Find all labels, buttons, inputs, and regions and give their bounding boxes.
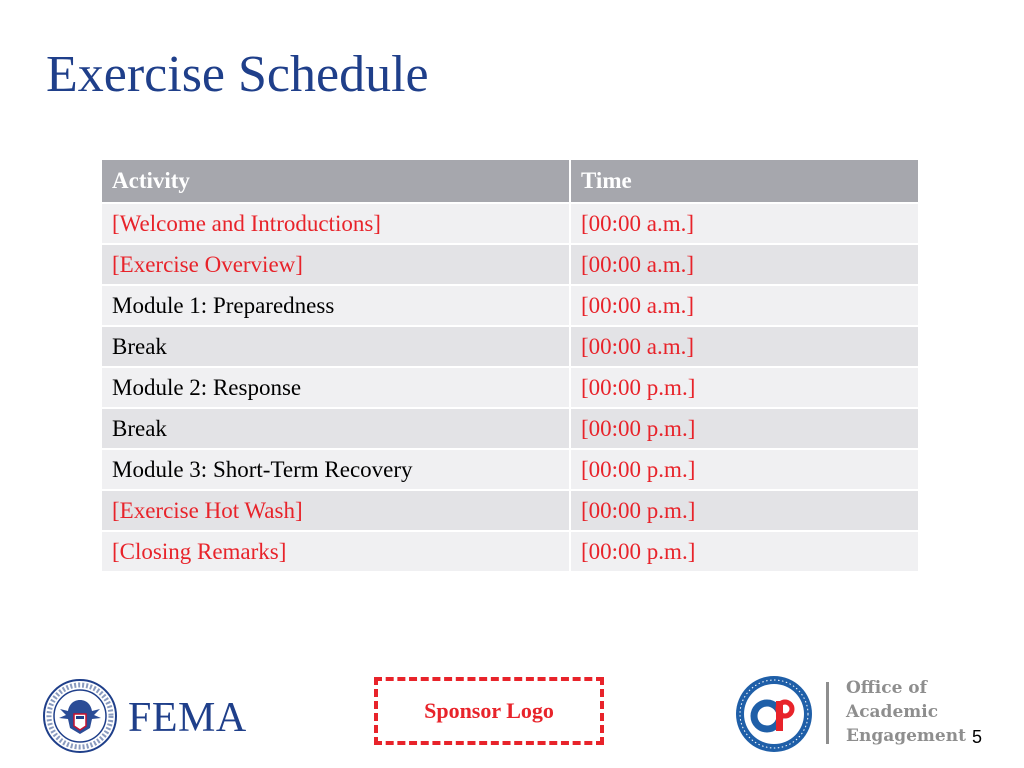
schedule-body xyxy=(102,204,918,571)
activity-cell: Module 2: Response xyxy=(102,368,569,407)
table-row xyxy=(102,450,918,489)
fema-logo: FEMA xyxy=(128,695,247,741)
time-cell: [00:00 a.m.] xyxy=(571,327,918,366)
time-cell: [00:00 p.m.] xyxy=(571,532,918,571)
office-line: Office of xyxy=(846,678,927,698)
slide-title: Exercise Schedule xyxy=(46,46,429,103)
office-line: Academic xyxy=(846,702,939,722)
table-row xyxy=(102,286,918,325)
table-row xyxy=(102,532,918,571)
column-header-time: Time xyxy=(571,160,918,202)
page-number: 5 xyxy=(972,727,983,747)
activity-cell: Module 1: Preparedness xyxy=(102,286,569,325)
time-cell: [00:00 a.m.] xyxy=(571,204,918,243)
time-cell: [00:00 p.m.] xyxy=(571,409,918,448)
table-row xyxy=(102,491,918,530)
office-line: Engagement xyxy=(846,726,966,746)
table-row xyxy=(102,204,918,243)
campus-resilience-logo-icon xyxy=(734,674,814,754)
table-row xyxy=(102,327,918,366)
office-of-academic-engagement-logo xyxy=(846,676,966,748)
sponsor-logo-placeholder xyxy=(374,677,604,745)
activity-cell: [Exercise Overview] xyxy=(102,245,569,284)
logo-divider xyxy=(826,682,829,744)
footer xyxy=(0,660,1024,768)
time-cell: [00:00 a.m.] xyxy=(571,286,918,325)
activity-cell: Break xyxy=(102,327,569,366)
time-cell: [00:00 p.m.] xyxy=(571,491,918,530)
activity-cell: [Welcome and Introductions] xyxy=(102,204,569,243)
table-row xyxy=(102,245,918,284)
sponsor-logo-label: Sponsor Logo xyxy=(424,698,554,723)
activity-cell: [Exercise Hot Wash] xyxy=(102,491,569,530)
time-cell: [00:00 a.m.] xyxy=(571,245,918,284)
activity-cell: Break xyxy=(102,409,569,448)
table-row xyxy=(102,368,918,407)
table-header-row xyxy=(102,160,918,202)
activity-cell: [Closing Remarks] xyxy=(102,532,569,571)
table-row xyxy=(102,409,918,448)
activity-cell: Module 3: Short-Term Recovery xyxy=(102,450,569,489)
time-cell: [00:00 p.m.] xyxy=(571,368,918,407)
column-header-activity: Activity xyxy=(102,160,569,202)
schedule-table xyxy=(100,158,920,573)
dhs-seal-icon xyxy=(42,678,118,754)
time-cell: [00:00 p.m.] xyxy=(571,450,918,489)
